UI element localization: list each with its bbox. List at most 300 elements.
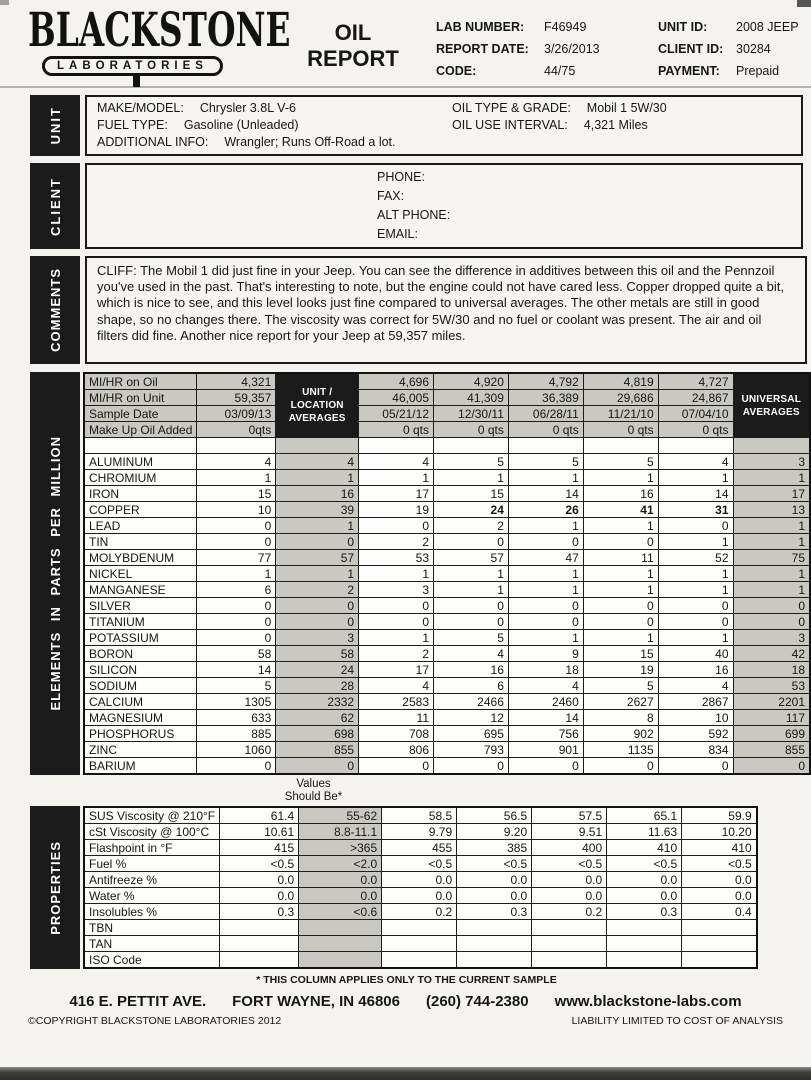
cell-value: 24	[434, 502, 509, 518]
meta-value: F46949	[544, 20, 587, 34]
street-address: 416 E. PETTIT AVE.	[69, 993, 207, 1010]
cell-value: 1	[658, 566, 733, 582]
cell-value: 0	[434, 534, 509, 550]
cell-value: 47	[508, 550, 583, 566]
cell-value: 0.3	[220, 904, 299, 920]
cell-value: 0.0	[220, 888, 299, 904]
cell-history: 36,389	[508, 390, 583, 406]
cell-value: 2	[359, 534, 434, 550]
cell-value: 5	[434, 630, 509, 646]
element-row	[84, 534, 810, 550]
row-label: Fuel %	[84, 856, 220, 872]
element-row	[84, 630, 810, 646]
element-row	[84, 582, 810, 598]
row-label: TIN	[84, 534, 197, 550]
blackstone-logo	[28, 2, 291, 87]
cell-value: 2627	[583, 694, 658, 710]
cell-value	[299, 936, 382, 952]
spacer-cell	[658, 438, 733, 454]
cell-value: 28	[276, 678, 359, 694]
comments-text: CLIFF: The Mobil 1 did just fine in your Jeep. You can see the difference in additives between this oil and the Pennzoil you've used in the past. That's interesting to note, but the engine could not have cared less. Copper dropped quite a bit, which is nice to see, and this level looks just fine compared to universal averages. The other metals are still in good shape, so no changes there. The viscosity was correct for 5W/30 and no fuel or coolant was present. The air and oil filters did fine. Another nice report for your Jeep at 59,357 miles.	[97, 263, 784, 343]
cell-value: 4	[276, 454, 359, 470]
cell-value: 77	[197, 550, 276, 566]
cell-value: 5	[197, 678, 276, 694]
field-row	[377, 187, 466, 206]
cell-value: 0	[508, 614, 583, 630]
cell-value: 5	[583, 678, 658, 694]
cell-value: 57	[434, 550, 509, 566]
cell-value: 885	[197, 726, 276, 742]
cell-value: 633	[197, 710, 276, 726]
cell-value: 0.0	[457, 888, 532, 904]
table-row	[84, 406, 810, 422]
meta-label: UNIT ID:	[658, 20, 708, 34]
cell-value: 6	[197, 582, 276, 598]
field-row	[377, 225, 466, 244]
cell-value	[682, 952, 757, 969]
cell-value: 0	[197, 534, 276, 550]
cell-value: 0.0	[532, 872, 607, 888]
cell-value: 53	[359, 550, 434, 566]
row-label: IRON	[84, 486, 197, 502]
field-value: Gasoline (Unleaded)	[183, 118, 299, 132]
cell-value: 61.4	[220, 807, 299, 824]
cell-current-sample: 59,357	[197, 390, 276, 406]
row-label: MAGNESIUM	[84, 710, 197, 726]
cell-value: 699	[733, 726, 810, 742]
cell-value: 58	[276, 646, 359, 662]
table-row	[84, 422, 810, 438]
client-section-bar	[30, 163, 80, 249]
cell-value: 806	[359, 742, 434, 758]
table-row	[84, 390, 810, 406]
row-label: Make Up Oil Added	[84, 422, 197, 438]
cell-value: 0	[197, 630, 276, 646]
client-fields	[377, 168, 466, 244]
row-label: Insolubles %	[84, 904, 220, 920]
elements-section-bar	[30, 372, 80, 775]
element-row	[84, 454, 810, 470]
cell-value: 4	[658, 454, 733, 470]
liability-text: LIABILITY LIMITED TO COST OF ANALYSIS	[571, 1015, 783, 1027]
meta-value: 3/26/2013	[544, 42, 600, 56]
cell-value: <0.5	[532, 856, 607, 872]
cell-history: 07/04/10	[658, 406, 733, 422]
unit-section-label: UNIT	[47, 106, 63, 145]
client-box	[85, 163, 803, 249]
cell-value: 0.0	[607, 872, 682, 888]
values-should-be-line2: Should Be*	[284, 791, 343, 803]
cell-value: 1	[508, 518, 583, 534]
cell-value: 9.20	[457, 824, 532, 840]
cell-value: 0	[583, 598, 658, 614]
cell-value: <0.5	[457, 856, 532, 872]
meta-label: REPORT DATE:	[436, 42, 529, 56]
cell-value: 10.20	[682, 824, 757, 840]
cell-value: 117	[733, 710, 810, 726]
cell-history: 41,309	[434, 390, 509, 406]
cell-value	[607, 920, 682, 936]
element-row	[84, 742, 810, 758]
cell-value: 0	[276, 534, 359, 550]
unit-section-bar	[30, 95, 80, 156]
cell-value: 0.0	[682, 888, 757, 904]
row-label: Sample Date	[84, 406, 197, 422]
values-should-be-line1: Values	[296, 778, 331, 790]
spacer-cell	[508, 438, 583, 454]
cell-value	[382, 920, 457, 936]
field-label: OIL TYPE & GRADE:	[452, 101, 571, 115]
cell-value: 1	[658, 534, 733, 550]
cell-history: 4,727	[658, 373, 733, 390]
cell-value	[382, 936, 457, 952]
row-label: MI/HR on Oil	[84, 373, 197, 390]
cell-value: 58.5	[382, 807, 457, 824]
client-section	[30, 163, 803, 249]
cell-value: 2466	[434, 694, 509, 710]
cell-value: 400	[532, 840, 607, 856]
row-label: ALUMINUM	[84, 454, 197, 470]
client-address-area	[97, 168, 377, 244]
cell-value	[220, 920, 299, 936]
cell-value: 1	[508, 582, 583, 598]
element-row	[84, 518, 810, 534]
meta-row	[436, 38, 634, 60]
element-row	[84, 662, 810, 678]
field-row	[97, 134, 791, 151]
phone-number: (260) 744-2380	[425, 993, 529, 1010]
city-state-zip: FORT WAYNE, IN 46806	[232, 993, 400, 1010]
field-label: PHONE:	[377, 170, 425, 184]
cell-value: 0	[197, 518, 276, 534]
row-label: SODIUM	[84, 678, 197, 694]
element-row	[84, 470, 810, 486]
cell-history: 11/21/10	[583, 406, 658, 422]
properties-section-bar	[30, 806, 80, 969]
scan-artifact	[0, 0, 9, 5]
header-line: LOCATION	[290, 400, 344, 411]
cell-value	[532, 920, 607, 936]
cell-value: 9	[508, 646, 583, 662]
cell-value: 0	[276, 758, 359, 775]
cell-value: <0.5	[682, 856, 757, 872]
cell-value: 1	[434, 470, 509, 486]
unit-location-averages-header	[276, 373, 359, 438]
cell-value: 0.0	[220, 872, 299, 888]
cell-history: 29,686	[583, 390, 658, 406]
meta-row	[658, 60, 799, 82]
scan-artifact	[797, 0, 811, 7]
property-row	[84, 840, 757, 856]
cell-history: 0 qts	[508, 422, 583, 438]
cell-value: 0	[583, 534, 658, 550]
cell-value	[220, 936, 299, 952]
field-value: 4,321 Miles	[583, 118, 648, 132]
spacer-cell	[434, 438, 509, 454]
cell-value: 0	[434, 598, 509, 614]
cell-value: 10	[197, 502, 276, 518]
cell-value: 0	[434, 614, 509, 630]
cell-value: 15	[434, 486, 509, 502]
cell-value: 0	[658, 598, 733, 614]
cell-value: 26	[508, 502, 583, 518]
row-label: TITANIUM	[84, 614, 197, 630]
comments-box	[85, 256, 807, 364]
row-label: LEAD	[84, 518, 197, 534]
cell-value: 16	[434, 662, 509, 678]
spacer-cell	[359, 438, 434, 454]
report-title-line2: REPORT	[307, 46, 399, 71]
cell-value: 11.63	[607, 824, 682, 840]
elements-table	[83, 372, 811, 775]
cell-value: 756	[508, 726, 583, 742]
cell-value: 4	[359, 454, 434, 470]
field-label: MAKE/MODEL:	[97, 101, 184, 115]
element-row	[84, 694, 810, 710]
cell-value: 14	[658, 486, 733, 502]
cell-value: 0.0	[682, 872, 757, 888]
cell-value	[299, 952, 382, 969]
universal-averages-header	[733, 373, 810, 438]
cell-history: 24,867	[658, 390, 733, 406]
meta-row	[436, 60, 634, 82]
cell-value: 17	[359, 486, 434, 502]
row-label: ZINC	[84, 742, 197, 758]
cell-value: 17	[733, 486, 810, 502]
cell-value: 16	[276, 486, 359, 502]
cell-value: 4	[197, 454, 276, 470]
element-row	[84, 678, 810, 694]
meta-value: Prepaid	[736, 64, 780, 78]
spacer-cell	[583, 438, 658, 454]
cell-value: 1	[733, 534, 810, 550]
cell-value: 14	[508, 710, 583, 726]
cell-value: 1	[583, 518, 658, 534]
cell-value: 0.3	[607, 904, 682, 920]
cell-value: 0	[276, 614, 359, 630]
field-label: FAX:	[377, 189, 405, 203]
cell-value: 0.0	[299, 888, 382, 904]
spacer-row	[84, 438, 810, 454]
element-row	[84, 486, 810, 502]
cell-value: 18	[508, 662, 583, 678]
cell-value: 40	[658, 646, 733, 662]
cell-value: <0.5	[607, 856, 682, 872]
field-row	[377, 168, 466, 187]
cell-value: 415	[220, 840, 299, 856]
cell-value: 6	[434, 678, 509, 694]
property-row	[84, 824, 757, 840]
cell-value: 1	[197, 470, 276, 486]
cell-value: 42	[733, 646, 810, 662]
header-line: UNIVERSAL	[741, 393, 802, 405]
cell-value: 1	[508, 566, 583, 582]
row-label: TBN	[84, 920, 220, 936]
row-label: Antifreeze %	[84, 872, 220, 888]
properties-section-label: PROPERTIES	[47, 840, 63, 935]
cell-value	[457, 952, 532, 969]
meta-value: 2008 JEEP	[736, 20, 799, 34]
field-row	[97, 117, 791, 134]
cell-value: 410	[682, 840, 757, 856]
cell-value: <0.6	[299, 904, 382, 920]
cell-value: 53	[733, 678, 810, 694]
property-row	[84, 872, 757, 888]
cell-value	[382, 952, 457, 969]
cell-value: <2.0	[299, 856, 382, 872]
row-label: SUS Viscosity @ 210°F	[84, 807, 220, 824]
cell-value: 901	[508, 742, 583, 758]
header-meta-right	[658, 16, 799, 82]
property-row	[84, 920, 757, 936]
cell-value: 1	[658, 470, 733, 486]
cell-value: 0.0	[457, 872, 532, 888]
table-row	[84, 373, 810, 390]
cell-history: 4,819	[583, 373, 658, 390]
cell-value: 1305	[197, 694, 276, 710]
cell-value: 16	[583, 486, 658, 502]
meta-value: 30284	[736, 42, 771, 56]
cell-value: 41	[583, 502, 658, 518]
cell-value: 0.0	[382, 872, 457, 888]
row-label: Water %	[84, 888, 220, 904]
field	[452, 117, 791, 134]
cell-value: 0	[359, 758, 434, 775]
element-row	[84, 566, 810, 582]
cell-value: 902	[583, 726, 658, 742]
cell-value: 1060	[197, 742, 276, 758]
element-row	[84, 550, 810, 566]
spacer-cell	[84, 438, 197, 454]
property-row	[84, 936, 757, 952]
values-should-be-note	[272, 778, 355, 804]
cell-value: 75	[733, 550, 810, 566]
spacer-cell	[276, 438, 359, 454]
cell-value: 0	[658, 758, 733, 775]
cell-value: 0	[583, 614, 658, 630]
cell-value: 0	[508, 534, 583, 550]
cell-value: 59.9	[682, 807, 757, 824]
cell-value: 5	[583, 454, 658, 470]
cell-value: 31	[658, 502, 733, 518]
lab-address-line	[0, 993, 811, 1010]
cell-value: 698	[276, 726, 359, 742]
row-label: cSt Viscosity @ 100°C	[84, 824, 220, 840]
cell-value: 0	[197, 598, 276, 614]
header-line: AVERAGES	[742, 406, 800, 418]
row-label: CHROMIUM	[84, 470, 197, 486]
row-label: CALCIUM	[84, 694, 197, 710]
cell-value: 55-62	[299, 807, 382, 824]
cell-value	[299, 920, 382, 936]
cell-value: 0	[434, 758, 509, 775]
cell-value: 0.3	[457, 904, 532, 920]
cell-value: 0.0	[532, 888, 607, 904]
cell-value: 1	[583, 630, 658, 646]
cell-value: 695	[434, 726, 509, 742]
cell-value: 14	[508, 486, 583, 502]
field-value: Wrangler; Runs Off-Road a lot.	[224, 135, 396, 149]
meta-row	[658, 16, 799, 38]
cell-value: 1	[276, 470, 359, 486]
header-meta-left	[436, 16, 634, 82]
cell-value: 1	[434, 566, 509, 582]
cell-value: 0	[359, 518, 434, 534]
cell-value: 2867	[658, 694, 733, 710]
cell-current-sample: 0qts	[197, 422, 276, 438]
legal-line	[28, 1015, 783, 1027]
row-label: POTASSIUM	[84, 630, 197, 646]
cell-value: 0	[197, 758, 276, 775]
row-label: SILICON	[84, 662, 197, 678]
row-label: BORON	[84, 646, 197, 662]
cell-history: 4,792	[508, 373, 583, 390]
row-label: MOLYBDENUM	[84, 550, 197, 566]
elements-section-label: ELEMENTS IN PARTS PER MILLION	[47, 436, 63, 711]
field-row	[377, 206, 466, 225]
cell-value: 1	[583, 566, 658, 582]
property-row	[84, 807, 757, 824]
row-label: MANGANESE	[84, 582, 197, 598]
header-line: UNIT /	[302, 387, 333, 398]
cell-value: 56.5	[457, 807, 532, 824]
cell-value: 0	[197, 614, 276, 630]
cell-value: 1	[508, 470, 583, 486]
cell-history: 12/30/11	[434, 406, 509, 422]
field	[97, 100, 452, 117]
cell-value: 1	[197, 566, 276, 582]
cell-value: 52	[658, 550, 733, 566]
element-row	[84, 646, 810, 662]
cell-value: 0.0	[382, 888, 457, 904]
row-label: ISO Code	[84, 952, 220, 969]
report-title-line1: OIL	[334, 20, 372, 45]
cell-value: 0.2	[382, 904, 457, 920]
cell-value: 3	[276, 630, 359, 646]
row-label: COPPER	[84, 502, 197, 518]
cell-value	[607, 952, 682, 969]
cell-history: 46,005	[359, 390, 434, 406]
cell-value: 9.51	[532, 824, 607, 840]
cell-history: 0 qts	[658, 422, 733, 438]
cell-value: 1	[583, 470, 658, 486]
cell-value: 592	[658, 726, 733, 742]
cell-value: 0	[359, 614, 434, 630]
cell-value: 57.5	[532, 807, 607, 824]
cell-value	[682, 936, 757, 952]
cell-value: 1135	[583, 742, 658, 758]
cell-value: 19	[359, 502, 434, 518]
row-label: BARIUM	[84, 758, 197, 775]
meta-value: 44/75	[544, 64, 576, 78]
cell-value: 16	[658, 662, 733, 678]
scan-bottom-edge	[0, 1067, 811, 1080]
field-value: Chrysler 3.8L V-6	[199, 101, 296, 115]
cell-value: 3	[359, 582, 434, 598]
meta-label: CLIENT ID:	[658, 42, 724, 56]
cell-value: <0.5	[220, 856, 299, 872]
cell-value: 15	[583, 646, 658, 662]
cell-value: 708	[359, 726, 434, 742]
cell-history: 4,920	[434, 373, 509, 390]
cell-value: 4	[658, 678, 733, 694]
unit-section	[30, 95, 803, 156]
report-meta	[436, 16, 799, 82]
cell-value: 385	[457, 840, 532, 856]
element-row	[84, 502, 810, 518]
row-label: TAN	[84, 936, 220, 952]
website-url: www.blackstone-labs.com	[554, 993, 742, 1010]
